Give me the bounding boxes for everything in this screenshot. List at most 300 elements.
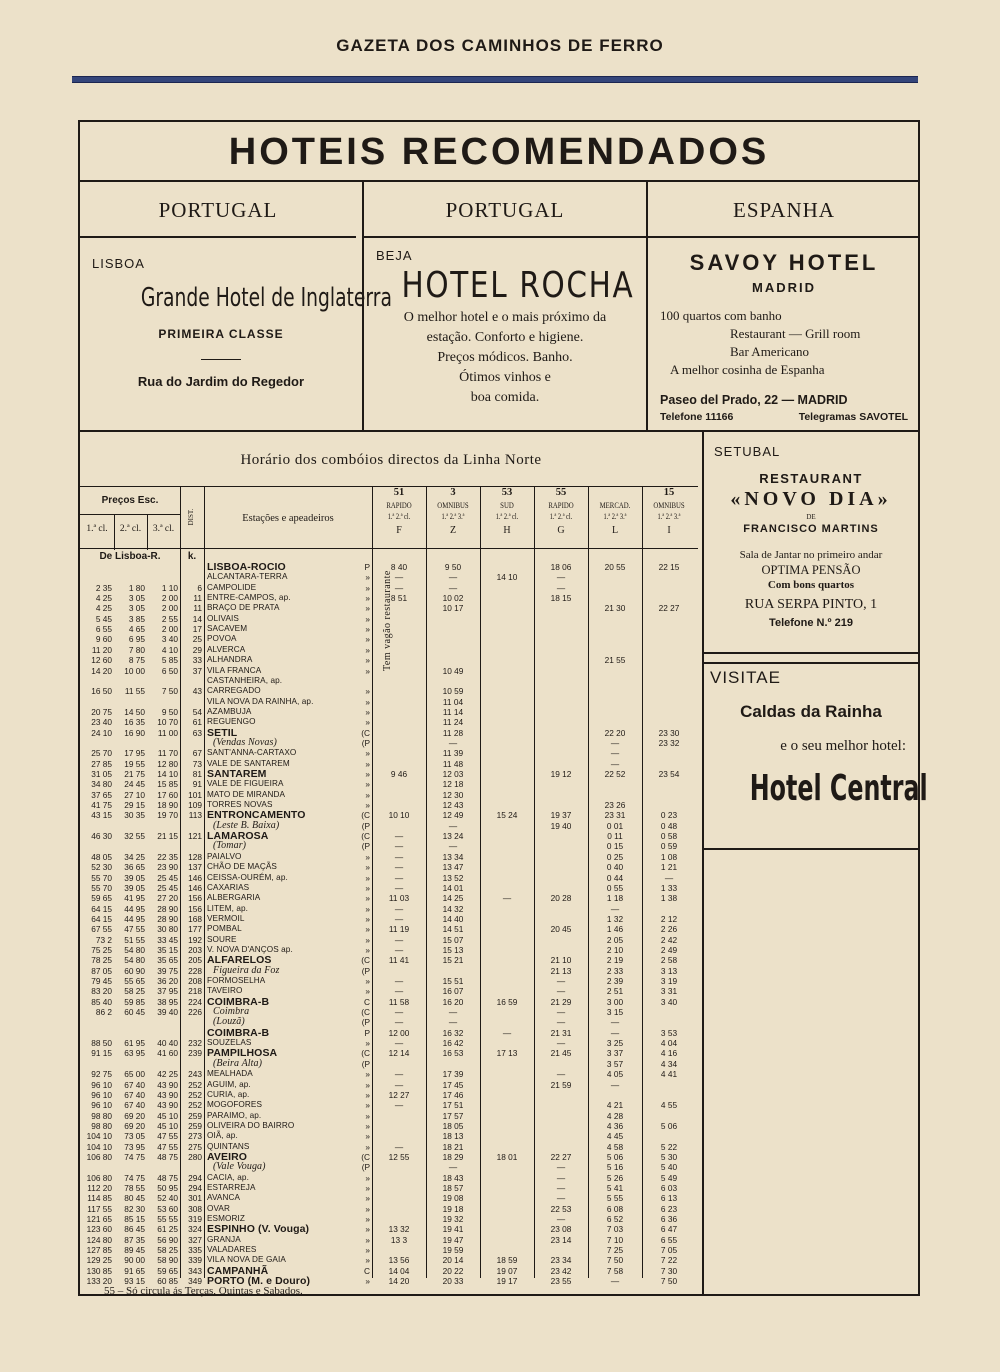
train-time: 20 14 xyxy=(442,1255,464,1266)
train-time: 10 10 xyxy=(388,810,410,821)
train-time: 19 32 xyxy=(442,1214,464,1225)
distance: 228 xyxy=(188,965,202,976)
table-row xyxy=(80,893,698,903)
price-2nd: 60 90 xyxy=(124,965,145,976)
table-row xyxy=(80,1121,698,1131)
price-1st: 87 05 xyxy=(91,965,112,976)
table-row xyxy=(80,1038,698,1048)
distance: 14 xyxy=(192,613,202,624)
station-name: CAXARIAS xyxy=(207,882,250,892)
train-time: 20 33 xyxy=(442,1276,464,1287)
train-time: 15 21 xyxy=(442,955,464,966)
station-name: VILA NOVA DE GAIA xyxy=(207,1255,286,1265)
train-time: — xyxy=(448,820,458,831)
station-name: OIÃ, ap. xyxy=(207,1131,238,1141)
distance: 17 xyxy=(192,624,202,635)
train-time: — xyxy=(394,1100,404,1111)
station-marker: » xyxy=(365,582,370,593)
train-time: 19 08 xyxy=(442,1193,464,1204)
price-2nd: 30 35 xyxy=(124,810,145,821)
schedule-title: Horário dos combóios directos da Linha Norte xyxy=(240,452,542,468)
restaurant-owner: FRANCISCO MARTINS xyxy=(743,523,879,535)
class3-header: 3.ª cl. xyxy=(152,524,175,534)
price-3rd: 4 10 xyxy=(161,644,178,655)
table-row xyxy=(80,1266,698,1276)
grid-line xyxy=(147,514,148,550)
station-marker: » xyxy=(365,1100,370,1111)
station-name: (Tomar) xyxy=(213,840,247,852)
station-name: (Vale Vouga) xyxy=(213,1161,266,1173)
train-time: 5 22 xyxy=(660,1141,678,1152)
train-time: 12 14 xyxy=(388,1048,410,1059)
train-time: 15 51 xyxy=(442,976,464,986)
table-row xyxy=(80,810,698,820)
distance: 208 xyxy=(188,976,202,986)
price-1st: 92 75 xyxy=(91,1069,112,1080)
train-time: 12 18 xyxy=(442,779,464,790)
table-row xyxy=(80,624,698,634)
train-time: — xyxy=(556,582,566,593)
distance: 6 xyxy=(197,582,202,593)
price-3rd: 42 25 xyxy=(157,1069,178,1080)
train-time: 0 55 xyxy=(606,882,624,893)
train-time: — xyxy=(502,1027,512,1038)
hotel-ad-central xyxy=(704,662,928,850)
price-2nd: 4 65 xyxy=(128,624,145,635)
price-1st: 48 05 xyxy=(91,851,112,862)
price-3rd: 25 45 xyxy=(157,882,178,893)
ad-line: e o seu melhor hotel: xyxy=(780,738,906,754)
hotel-desc-line: O melhor hotel e o mais próximo da xyxy=(403,310,607,325)
train-time: — xyxy=(394,582,404,593)
price-1st: 114 85 xyxy=(87,1193,112,1204)
table-row xyxy=(80,1100,698,1110)
station-name: BRAÇO DE PRATA xyxy=(207,603,280,613)
train-time: 3 13 xyxy=(660,965,678,976)
train-time: 1 08 xyxy=(660,851,678,862)
price-3rd: 53 60 xyxy=(157,1203,178,1214)
train-time: — xyxy=(394,1007,404,1018)
table-row xyxy=(80,1183,698,1193)
table-row xyxy=(80,1111,698,1121)
price-2nd: 89 45 xyxy=(124,1245,145,1256)
dining-car-note: Tem vagão restaurante xyxy=(382,570,393,671)
train-time: 18 01 xyxy=(496,1151,518,1162)
train-time: 14 01 xyxy=(442,882,464,893)
ad-place: Caldas da Rainha xyxy=(740,702,882,721)
station-name: COIMBRA-B xyxy=(207,995,270,1008)
train-time: — xyxy=(556,1172,566,1183)
train-time: 7 03 xyxy=(606,1224,624,1235)
train-time: — xyxy=(394,862,404,873)
station-name: LITEM, ap. xyxy=(207,903,249,913)
hotel-desc-line: Restaurant — Grill room xyxy=(730,326,861,341)
price-1st: 133 20 xyxy=(86,1276,112,1287)
price-1st: 37 65 xyxy=(91,789,112,800)
train-time: — xyxy=(394,903,404,914)
hotel-desc-line: 100 quartos com banho xyxy=(660,308,782,323)
train-time: — xyxy=(394,841,404,852)
price-3rd: 21 15 xyxy=(157,831,178,842)
train-time: 18 06 xyxy=(550,562,572,572)
table-row xyxy=(80,1193,698,1203)
train-time: 2 51 xyxy=(606,986,624,997)
train-header-code: F xyxy=(396,525,402,536)
train-time: 12 27 xyxy=(388,1089,410,1100)
station-marker: » xyxy=(365,1131,370,1142)
train-time: 14 20 xyxy=(388,1276,410,1287)
table-rule xyxy=(80,548,698,549)
from-lisboa-label: De Lisboa-R. xyxy=(99,551,161,562)
train-time: 15 07 xyxy=(442,934,464,945)
station-marker: » xyxy=(365,644,370,655)
station-name: SOUZELAS xyxy=(207,1038,252,1048)
class2-header: 2.ª cl. xyxy=(119,524,142,534)
train-time: 0 58 xyxy=(660,831,678,842)
table-row xyxy=(80,593,698,603)
station-marker: (C xyxy=(361,1151,370,1162)
station-name: (Leste B. Baixa) xyxy=(213,819,280,831)
train-time: 23 14 xyxy=(550,1234,572,1245)
train-time: 12 30 xyxy=(442,789,464,800)
train-time: 4 41 xyxy=(660,1069,678,1080)
price-3rd: 59 65 xyxy=(157,1265,178,1276)
table-row xyxy=(80,748,698,758)
table-row xyxy=(80,697,698,707)
table-row xyxy=(80,655,698,665)
train-time: 0 25 xyxy=(606,851,624,862)
station-marker: (P xyxy=(361,965,370,976)
distance: 239 xyxy=(188,1048,202,1059)
price-1st: 6 55 xyxy=(95,624,112,635)
price-1st: 27 85 xyxy=(91,758,112,769)
price-2nd: 44 95 xyxy=(124,903,145,914)
train-header-classes: 1.ª 2.ª 3.ª xyxy=(603,512,627,521)
train-time: 6 03 xyxy=(660,1183,678,1193)
train-time: 17 39 xyxy=(442,1069,464,1080)
station-marker: » xyxy=(365,572,370,583)
train-time: 18 13 xyxy=(442,1131,464,1142)
train-header-classes: 1.ª 2.ª 3.ª xyxy=(657,512,681,521)
train-time: — xyxy=(394,572,404,583)
train-time: 14 40 xyxy=(442,913,464,924)
distance: 294 xyxy=(188,1183,202,1193)
station-marker: » xyxy=(365,748,370,759)
station-name: PAMPILHOSA xyxy=(207,1047,278,1060)
table-row xyxy=(80,572,698,582)
price-2nd: 8 75 xyxy=(128,655,145,666)
ad-restaurant-label: RESTAURANT xyxy=(759,471,863,486)
train-time: — xyxy=(610,1027,620,1038)
train-header-code: I xyxy=(667,525,671,536)
train-time: 17 51 xyxy=(442,1100,464,1111)
price-3rd: 7 50 xyxy=(161,686,178,697)
price-3rd: 11 70 xyxy=(157,748,178,759)
price-3rd: 15 85 xyxy=(157,779,178,790)
station-name: SETIL xyxy=(207,726,238,739)
train-time: — xyxy=(394,851,404,862)
train-time: — xyxy=(610,1079,620,1090)
train-header-classes: 1.ª 2.ª cl. xyxy=(387,512,411,521)
price-2nd: 51 55 xyxy=(124,934,145,945)
train-time: 11 03 xyxy=(388,893,410,904)
table-row xyxy=(80,800,698,810)
station-name: ENTRONCAMENTO xyxy=(207,809,306,822)
price-3rd: 50 95 xyxy=(157,1183,178,1193)
hotel-desc-line: boa comida. xyxy=(470,390,540,405)
train-time: 21 13 xyxy=(550,965,572,976)
table-row xyxy=(80,904,698,914)
distance: 203 xyxy=(188,944,202,955)
train-time: 18 05 xyxy=(442,1120,464,1131)
table-row xyxy=(80,1069,698,1079)
train-time: 21 10 xyxy=(550,955,572,966)
station-marker: » xyxy=(365,686,370,697)
hotel-desc-line: Preços módicos. Banho. xyxy=(437,350,573,365)
train-time: 19 47 xyxy=(442,1234,464,1245)
train-time: — xyxy=(610,1017,620,1028)
table-row xyxy=(80,779,698,789)
table-row xyxy=(80,831,698,841)
train-time: — xyxy=(556,1038,566,1049)
train-time: 18 29 xyxy=(442,1151,464,1162)
price-1st: 112 20 xyxy=(87,1183,112,1193)
price-3rd: 45 10 xyxy=(157,1120,178,1131)
price-3rd: 28 90 xyxy=(157,913,178,924)
station-marker: » xyxy=(365,613,370,624)
train-time: — xyxy=(394,1038,404,1049)
price-3rd: 60 85 xyxy=(157,1276,178,1287)
distance: 156 xyxy=(188,893,202,904)
table-row xyxy=(80,1059,698,1069)
train-time: 0 44 xyxy=(606,872,624,883)
station-name: SOURE xyxy=(207,934,237,944)
station-marker: » xyxy=(365,893,370,904)
table-row xyxy=(80,1162,698,1172)
train-time: 7 05 xyxy=(660,1245,678,1256)
price-3rd: 43 90 xyxy=(157,1079,178,1090)
table-row xyxy=(80,790,698,800)
train-header-type: RAPIDO xyxy=(548,500,574,510)
price-3rd: 1 10 xyxy=(161,582,178,593)
train-time: 12 49 xyxy=(442,810,464,821)
train-time: — xyxy=(448,1017,458,1028)
train-time: 4 16 xyxy=(660,1048,678,1059)
price-3rd: 30 80 xyxy=(157,924,178,935)
train-time: — xyxy=(556,1007,566,1018)
table-row xyxy=(80,769,698,779)
restaurant-ad-novo-dia xyxy=(704,432,918,654)
train-time: 20 28 xyxy=(550,893,572,904)
table-row xyxy=(80,603,698,613)
train-time: 21 45 xyxy=(550,1048,572,1059)
ad-line: Sala de Jantar no primeiro andar xyxy=(739,549,883,561)
train-time: 20 55 xyxy=(604,562,626,572)
table-row xyxy=(80,1235,698,1245)
station-marker: » xyxy=(365,1203,370,1214)
train-time: 0 59 xyxy=(660,841,678,852)
station-name: OLIVAIS xyxy=(207,613,239,623)
table-row xyxy=(80,862,698,872)
train-time: 12 00 xyxy=(388,1027,410,1038)
price-3rd: 52 40 xyxy=(157,1193,178,1204)
price-3rd: 2 00 xyxy=(161,593,178,604)
station-name: Figueira da Foz xyxy=(213,964,280,976)
price-2nd: 36 65 xyxy=(124,862,145,873)
train-time: 14 51 xyxy=(442,924,464,935)
station-marker: » xyxy=(365,976,370,986)
price-1st: 34 80 xyxy=(91,779,112,790)
train-time: — xyxy=(610,1276,620,1287)
price-3rd: 43 90 xyxy=(157,1089,178,1100)
distance: 113 xyxy=(188,810,202,821)
station-marker: » xyxy=(365,779,370,790)
train-time: 22 27 xyxy=(550,1151,572,1162)
train-time: 3 37 xyxy=(606,1048,624,1059)
table-row xyxy=(80,1142,698,1152)
train-time: 16 07 xyxy=(442,986,464,997)
table-row xyxy=(80,935,698,945)
price-1st: 55 70 xyxy=(91,872,112,883)
station-marker: (P xyxy=(361,820,370,831)
train-time: 20 22 xyxy=(442,1265,464,1276)
table-row xyxy=(80,924,698,934)
hotel-name: SAVOY HOTEL xyxy=(689,250,879,275)
distance: 224 xyxy=(188,996,202,1007)
train-header-type: SUD xyxy=(500,500,514,510)
price-3rd: 58 90 xyxy=(157,1255,178,1266)
train-header-type: OMNIBUS xyxy=(437,500,469,510)
station-name: QUINTANS xyxy=(207,1141,250,1151)
train-time: 13 56 xyxy=(388,1255,410,1266)
station-marker: » xyxy=(365,1224,370,1235)
train-time: 1 46 xyxy=(606,924,624,935)
distance: 192 xyxy=(188,934,202,945)
ad-line: Telefone N.º 219 xyxy=(769,617,853,629)
train-time: 23 34 xyxy=(550,1255,572,1266)
station-marker: » xyxy=(365,655,370,666)
train-time: 2 19 xyxy=(606,955,624,966)
hotel-name: HOTEL ROCHA xyxy=(401,265,635,306)
price-1st: 96 10 xyxy=(91,1100,112,1111)
price-1st: 127 85 xyxy=(86,1245,112,1256)
train-time: 16 42 xyxy=(442,1038,464,1049)
distance: 259 xyxy=(188,1110,202,1121)
train-time: 5 55 xyxy=(606,1193,624,1204)
station-marker: » xyxy=(365,717,370,728)
price-1st: 129 25 xyxy=(86,1255,112,1266)
station-marker: » xyxy=(365,1214,370,1225)
train-time: 4 05 xyxy=(606,1069,624,1080)
price-3rd: 28 90 xyxy=(157,903,178,914)
train-time: 2 42 xyxy=(660,934,678,945)
train-time: 5 49 xyxy=(660,1172,678,1183)
station-name: ALVERCA xyxy=(207,644,246,654)
table-row xyxy=(80,852,698,862)
train-time: 14 04 xyxy=(388,1265,410,1276)
train-time: 2 10 xyxy=(606,944,624,955)
price-1st: 106 80 xyxy=(86,1172,112,1183)
hotel-desc-line: A melhor cosinha de Espanha xyxy=(670,362,825,377)
train-time: 0 11 xyxy=(607,831,623,842)
price-1st: 98 80 xyxy=(91,1110,112,1121)
hotel-class: PRIMEIRA CLASSE xyxy=(158,327,284,341)
station-marker: » xyxy=(365,1234,370,1245)
table-rule xyxy=(80,514,180,515)
train-time: — xyxy=(556,1193,566,1204)
table-row xyxy=(80,686,698,696)
price-1st: 52 30 xyxy=(91,862,112,873)
train-time: — xyxy=(448,572,458,583)
grid-line xyxy=(114,514,115,550)
table-row xyxy=(80,976,698,986)
distance: 146 xyxy=(188,872,202,883)
station-marker: » xyxy=(365,986,370,997)
station-name: CARREGADO xyxy=(207,686,261,696)
class1-header: 1.ª cl. xyxy=(86,524,108,534)
train-time: 6 52 xyxy=(606,1214,624,1225)
train-time: 23 54 xyxy=(658,769,680,779)
station-name: (Louzã) xyxy=(213,1016,245,1028)
price-1st: 96 10 xyxy=(91,1079,112,1090)
train-time: — xyxy=(556,976,566,986)
train-time: 11 58 xyxy=(388,996,410,1007)
price-2nd: 86 45 xyxy=(124,1224,145,1235)
station-name: VALE DE FIGUEIRA xyxy=(207,779,284,789)
train-time: — xyxy=(394,1069,404,1080)
station-marker: (P xyxy=(361,1017,370,1028)
station-marker: » xyxy=(365,944,370,955)
price-1st: 104 10 xyxy=(86,1141,112,1152)
station-marker: » xyxy=(365,665,370,676)
masthead: GAZETA DOS CAMINHOS DE FERRO xyxy=(336,36,664,55)
price-1st: 2 35 xyxy=(95,582,112,593)
price-3rd: 18 90 xyxy=(157,800,178,811)
train-time: 23 55 xyxy=(550,1276,572,1287)
train-time: 18 21 xyxy=(442,1141,464,1152)
train-header-type: MERCAD. xyxy=(599,500,631,510)
train-time: 4 36 xyxy=(606,1120,624,1131)
train-time: 12 55 xyxy=(388,1151,410,1162)
price-1st: 67 55 xyxy=(91,924,112,935)
train-time: — xyxy=(394,1141,404,1152)
train-time: 23 26 xyxy=(604,800,626,811)
station-name: CURIA, ap. xyxy=(207,1089,250,1099)
price-2nd: 55 65 xyxy=(124,976,145,986)
station-name: ENTRE-CAMPOS, ap. xyxy=(207,593,291,603)
train-time: 19 59 xyxy=(442,1245,464,1256)
distance: 226 xyxy=(188,1007,202,1018)
train-time: — xyxy=(394,934,404,945)
train-time: 12 03 xyxy=(442,769,464,779)
train-time: 19 40 xyxy=(550,820,572,831)
price-1st: 75 25 xyxy=(91,944,112,955)
train-header-num: 53 xyxy=(501,487,513,498)
train-header-classes: 1.ª 2.ª cl. xyxy=(549,512,573,521)
station-marker: » xyxy=(365,1089,370,1100)
price-2nd: 34 25 xyxy=(124,851,145,862)
distance: 54 xyxy=(192,706,202,717)
price-1st: 104 10 xyxy=(86,1131,112,1142)
train-time: 10 02 xyxy=(442,593,464,604)
price-2nd: 54 80 xyxy=(124,944,145,955)
price-3rd: 5 85 xyxy=(161,655,178,666)
train-time: 18 59 xyxy=(496,1255,518,1266)
station-marker: » xyxy=(365,1183,370,1193)
train-header-code: Z xyxy=(449,525,457,536)
train-time: 13 3 xyxy=(390,1234,408,1245)
price-3rd: 17 60 xyxy=(157,789,178,800)
